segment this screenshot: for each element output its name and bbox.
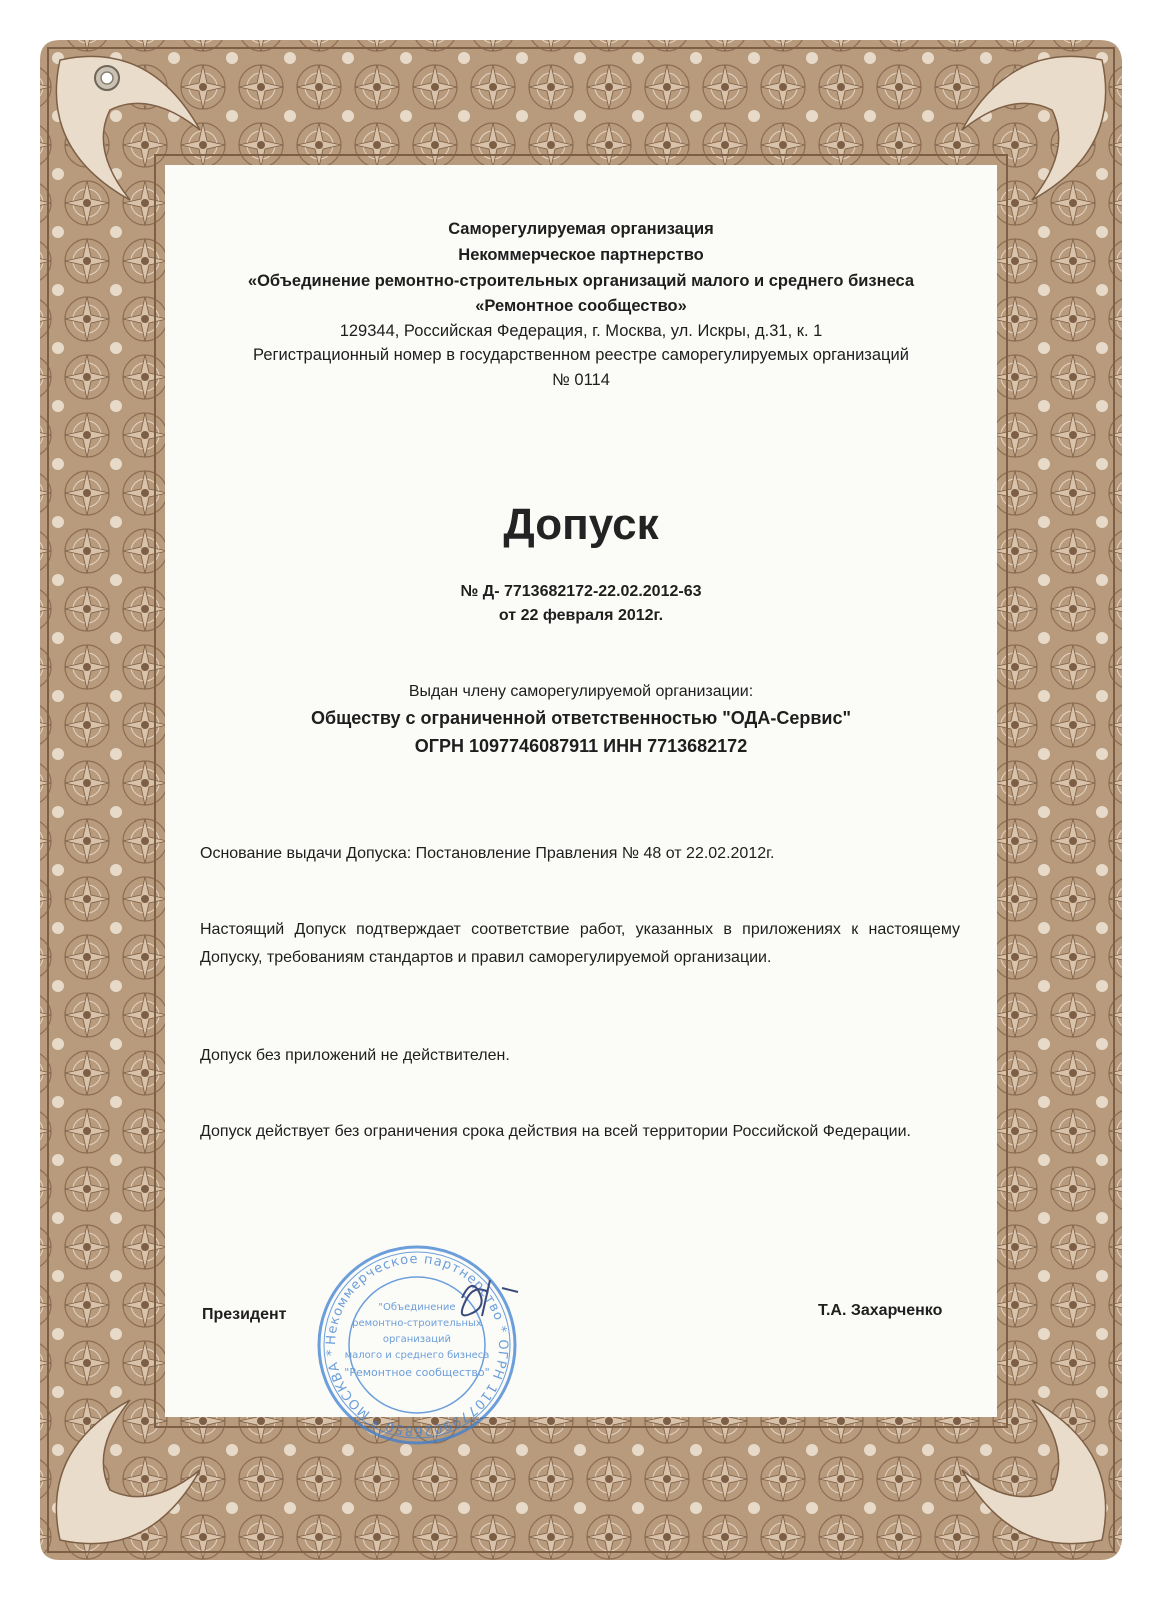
company-name: Обществу с ограниченной ответственностью "ОДА-Сервис": [310, 708, 852, 728]
svg-text:Некоммерческое партнерство * О: Некоммерческое партнерство * ОГРН 1107799026850 * МОСКВА *: [323, 1251, 511, 1439]
company-ids: ОГРН 1097746087911 ИНН 7713682172: [414, 736, 748, 756]
svg-text:"Ремонтное сообщество": "Ремонтное сообщество": [344, 1366, 490, 1379]
confirmation-paragraph: Настоящий Допуск подтверждает соответствие работ, указанных в приложениях к настоящему Допуску, требованиям стандартов и правил саморегулируемой организации.: [200, 921, 960, 966]
organization-seal: [312, 1240, 522, 1450]
document-number: № Д- 7713682172-22.02.2012-63: [460, 583, 702, 600]
registry-number: № 0114: [552, 371, 610, 389]
signatory-position: Президент: [202, 1306, 287, 1323]
signatory-name: Т.А. Захарченко: [818, 1302, 943, 1319]
validity-note: Допуск без приложений не действителен.: [200, 1047, 510, 1064]
org-type: Саморегулируемая организация: [448, 220, 714, 238]
grommet-icon: [93, 64, 121, 92]
org-address: 129344, Российская Федерация, г. Москва, ул. Искры, д.31, к. 1: [339, 322, 823, 340]
document-date: от 22 февраля 2012г.: [498, 607, 664, 624]
svg-text:ремонтно-строительных: ремонтно-строительных: [352, 1318, 482, 1329]
issued-to-label: Выдан члену саморегулируемой организации:: [408, 683, 754, 700]
basis-paragraph: Основание выдачи Допуска: Постановление Правления № 48 от 22.02.2012г.: [200, 845, 775, 862]
term-paragraph: Допуск действует без ограничения срока действия на всей территории Российской Федерации.: [200, 1123, 911, 1140]
org-form: Некоммерческое партнерство: [458, 246, 704, 264]
document-title: Допуск: [503, 500, 659, 549]
org-short-name: «Ремонтное сообщество»: [475, 297, 687, 315]
svg-text:"Объединение: "Объединение: [378, 1302, 456, 1313]
registry-label: Регистрационный номер в государственном реестре саморегулируемых организаций: [253, 346, 909, 364]
svg-text:организаций: организаций: [382, 1334, 452, 1345]
org-name: «Объединение ремонтно-строительных организаций малого и среднего бизнеса: [247, 272, 915, 290]
svg-text:малого и среднего бизнеса: малого и среднего бизнеса: [344, 1350, 490, 1361]
